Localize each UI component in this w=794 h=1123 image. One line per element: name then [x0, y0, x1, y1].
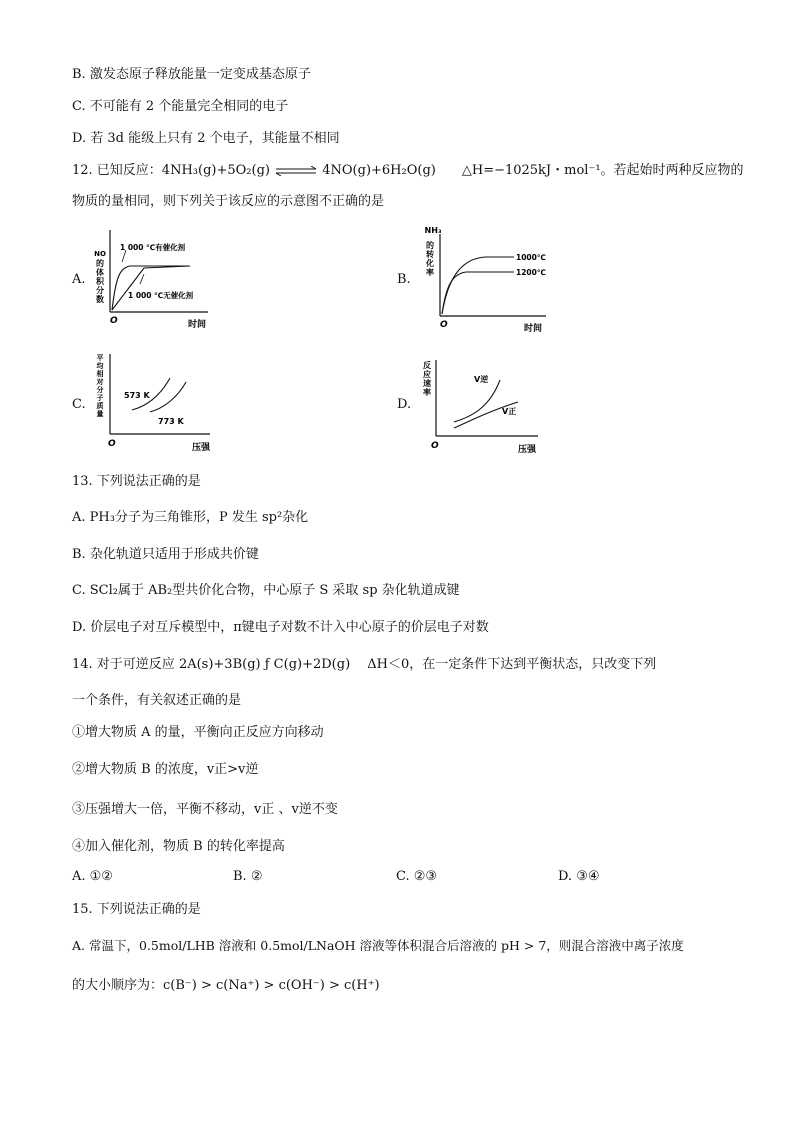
graph-d-y-label	[423, 360, 431, 397]
graph-d-x-label: 压强	[518, 445, 537, 455]
svg-text:数: 数	[96, 295, 104, 304]
svg-text:量: 量	[96, 410, 104, 418]
equilibrium-arrow-icon	[274, 166, 318, 176]
q14-choice-a: A. ①②	[72, 869, 113, 884]
graph-a-y-label	[94, 250, 106, 304]
svg-text:分: 分	[96, 386, 104, 394]
svg-text:对: 对	[96, 378, 104, 386]
graph-d	[418, 356, 552, 460]
q14-statement-4: ④加入催化剂，物质 B 的转化率提高	[72, 839, 285, 854]
q12-stem-line2: 物质的量相同，则下列关于该反应的示意图不正确的是	[72, 194, 385, 209]
q12-equation-left: 12. 已知反应：4NH₃(g)+5O₂(g)	[72, 163, 270, 178]
q15-option-a-line1: A. 常温下，0.5mol/LHB 溶液和 0.5mol/LNaOH 溶液等体积混合后溶液的 pH > 7，则混合溶液中离子浓度	[72, 938, 684, 953]
q14-choice-b: B. ②	[233, 869, 263, 884]
q14-choice-d: D. ③④	[558, 869, 600, 884]
graph-b-x-label: 时间	[524, 324, 543, 334]
q13-option-a: A. PH₃分子为三角锥形，P 发生 sp²杂化	[72, 510, 309, 525]
graph-b-curve-1000	[442, 257, 514, 314]
graph-a-curve-catalyst	[112, 266, 190, 310]
graph-a-x-label: 时间	[188, 320, 207, 330]
svg-text:反: 反	[423, 361, 431, 370]
q15-title: 15. 下列说法正确的是	[72, 902, 201, 917]
graph-a	[92, 226, 222, 334]
graph-b-curve2-label: 1200℃	[516, 268, 546, 277]
q14-statement-3: ③压强增大一倍，平衡不移动，v正 、v逆不变	[72, 802, 338, 817]
q12-stem-line1	[72, 162, 744, 180]
graph-d-curve1-label: V逆	[474, 375, 489, 384]
svg-text:NO: NO	[94, 250, 106, 258]
q12-label-c: C.	[72, 397, 86, 412]
graph-a-origin: O	[110, 316, 118, 326]
graph-d-curve2-label: V正	[502, 407, 517, 416]
svg-text:相: 相	[96, 370, 104, 378]
svg-text:均: 均	[96, 362, 104, 370]
q14-choice-c: C. ②③	[396, 869, 438, 884]
graph-b-y-label-top: NH₃	[424, 226, 442, 235]
svg-text:率: 率	[423, 388, 431, 397]
svg-text:积: 积	[96, 277, 104, 286]
graph-b	[420, 222, 554, 334]
svg-text:的: 的	[96, 259, 104, 268]
q12-equation-right: 4NO(g)+6H₂O(g) △H=−1025kJ・mol⁻¹。若起始时两种反应物的	[322, 163, 744, 178]
svg-text:速: 速	[423, 379, 431, 388]
graph-b-curve1-label: 1000℃	[516, 253, 546, 262]
svg-text:的: 的	[426, 241, 434, 250]
graph-a-curve-no-catalyst	[112, 266, 190, 310]
graph-c-origin: O	[108, 439, 116, 449]
q11-option-d: D. 若 3d 能级上只有 2 个电子，其能量不相同	[72, 131, 340, 146]
svg-text:转: 转	[426, 250, 434, 259]
graph-d-origin: O	[431, 441, 439, 451]
graph-a-curve1-label: 1 000 ℃有催化剂	[120, 243, 186, 252]
graph-c-y-label	[96, 353, 104, 418]
graph-d-curve-reverse	[454, 380, 500, 422]
q12-label-b: B.	[397, 272, 411, 287]
q13-title: 13. 下列说法正确的是	[72, 474, 201, 489]
q12-label-a: A.	[72, 272, 86, 287]
q14-stem-line1: 14. 对于可逆反应 2A(s)+3B(g) ƒ C(g)+2D(g) ΔH＜0，在一定条件下达到平衡状态，只改变下列	[72, 657, 657, 672]
q14-statement-2: ②增大物质 B 的浓度，v正>v逆	[72, 762, 259, 777]
svg-text:质: 质	[96, 402, 104, 410]
graph-c	[92, 348, 222, 458]
svg-text:分: 分	[96, 286, 104, 295]
svg-text:平: 平	[96, 354, 104, 362]
graph-b-origin: O	[440, 320, 448, 330]
svg-text:子: 子	[96, 394, 104, 402]
q14-stem-line2: 一个条件，有关叙述正确的是	[72, 693, 242, 708]
svg-text:应: 应	[423, 370, 431, 379]
q12-label-d: D.	[397, 397, 412, 412]
graph-c-x-label: 压强	[192, 443, 211, 453]
q13-option-d: D. 价层电子对互斥模型中，π键电子对数不计入中心原子的价层电子对数	[72, 620, 489, 635]
q11-option-b: B. 激发态原子释放能量一定变成基态原子	[72, 67, 311, 82]
q15-option-a-line2: 的大小顺序为：c(B⁻) > c(Na⁺) > c(OH⁻) > c(H⁺)	[72, 978, 380, 993]
graph-b-y-label	[425, 240, 434, 277]
svg-text:体: 体	[96, 268, 104, 277]
graph-a-curve2-label: 1 000 ℃无催化剂	[128, 291, 194, 300]
q11-option-c: C. 不可能有 2 个能量完全相同的电子	[72, 99, 289, 114]
q13-option-c: C. SCl₂属于 AB₂型共价化合物，中心原子 S 采取 sp 杂化轨道成键	[72, 583, 460, 598]
q13-option-b: B. 杂化轨道只适用于形成共价键	[72, 547, 259, 562]
q14-statement-1: ①增大物质 A 的量，平衡向正反应方向移动	[72, 725, 324, 740]
svg-text:率: 率	[426, 268, 434, 277]
svg-text:化: 化	[426, 259, 434, 268]
graph-c-curve2-label: 773 K	[158, 417, 184, 426]
graph-c-curve1-label: 573 K	[124, 391, 150, 400]
